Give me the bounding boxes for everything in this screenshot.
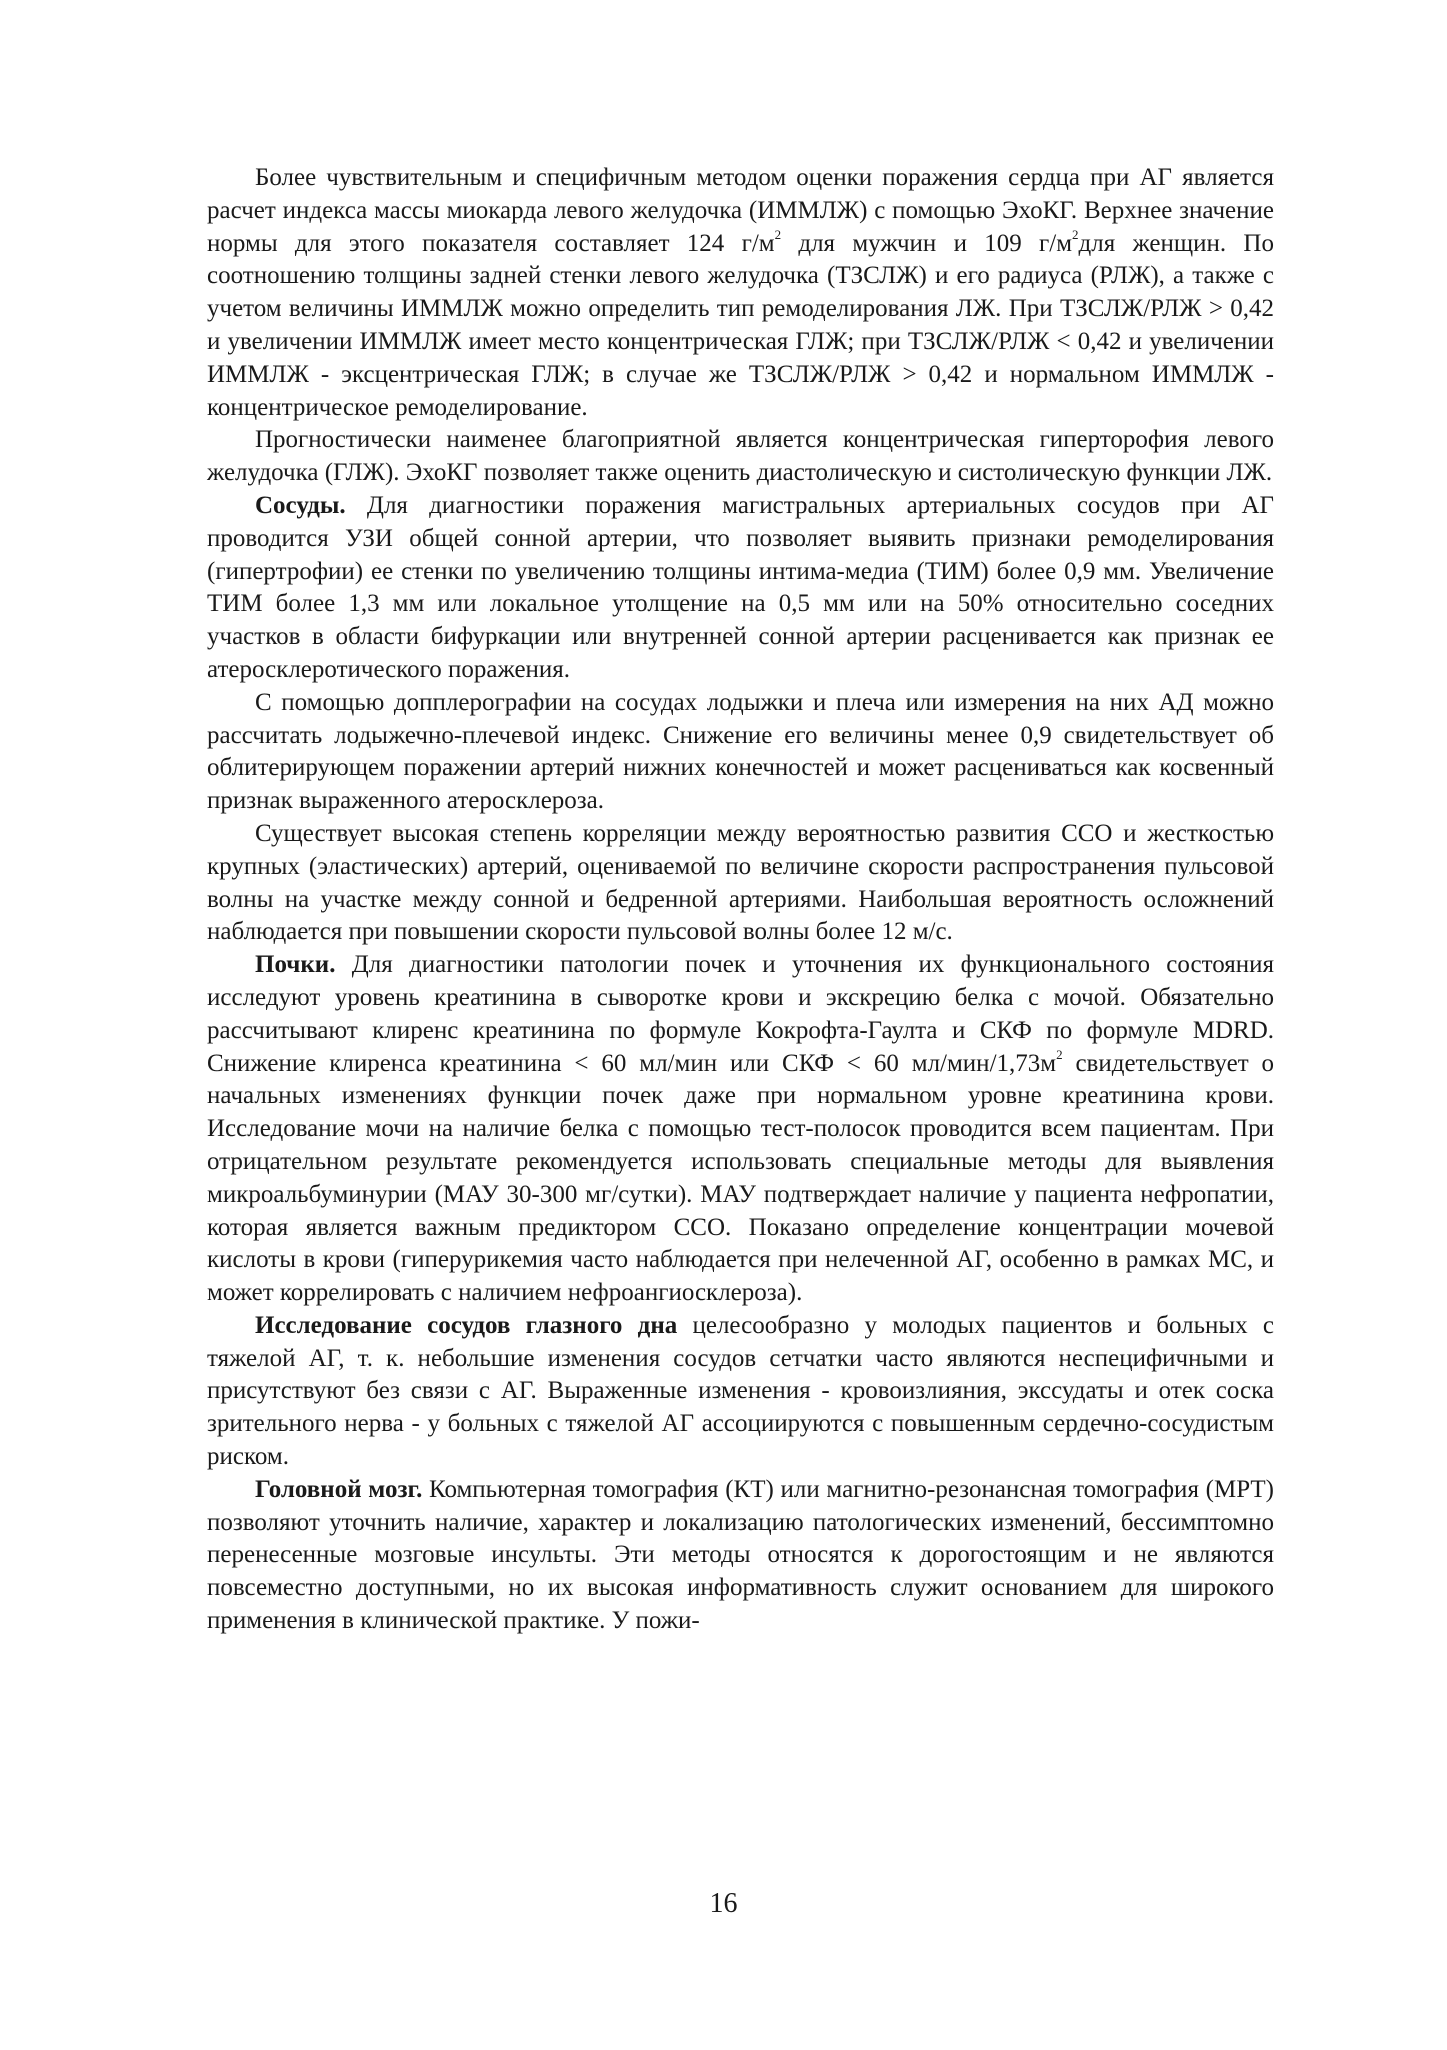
page-number: 16 xyxy=(709,1888,738,1919)
body-text xyxy=(207,162,1274,1638)
paragraph-text: Существует высокая степень корреляции между вероятностью развития ССО и жесткостью крупных (эластических) артерий, оцениваемой по величине скорости распространения пульсовой волны на участке между сонной и бедренной артериями. Наибольшая вероятность осложнений наблюдается при повышении скорости пульсовой волны более 12 м/с. xyxy=(207,819,1274,946)
paragraph xyxy=(207,162,1274,424)
paragraph xyxy=(207,1310,1274,1474)
paragraph xyxy=(207,949,1274,1310)
section-heading: Исследование сосудов глазного дна xyxy=(255,1311,678,1339)
paragraph-text: целесообразно у молодых пациентов и больных с тяжелой АГ, т. к. небольшие изменения сосудов сетчатки часто являются неспецифичными и присутствуют без связи с АГ. Выраженные изменения - кровоизлияния, экссудаты и отек соска зрительного нерва - у больных с тяжелой АГ ассоциируются с повышенным сердечно-сосудистым риском. xyxy=(207,1311,1275,1471)
paragraph xyxy=(207,424,1274,490)
paragraph-text: С помощью допплерографии на сосудах лодыжки и плеча или измерения на них АД можно рассчитать лодыжечно-плечевой индекс. Снижение его величины менее 0,9 свидетельствует об облитерирующем поражении артерий нижних конечностей и может расцениваться как косвенный признак выраженного атеросклероза. xyxy=(207,688,1274,815)
section-heading: Сосуды. xyxy=(255,491,346,519)
paragraph-text: Прогностически наименее благоприятной является концентрическая гиперторофия левого желудочка (ГЛЖ). ЭхоКГ позволяет также оценить диастолическую и систолическую функции ЛЖ. xyxy=(207,426,1274,487)
superscript: 2 xyxy=(1056,1047,1063,1063)
paragraph-text: Более чувствительным и специфичным методом оценки поражения сердца при АГ является расчет индекса массы миокарда левого желудочка (ИММЛЖ) с помощью ЭхоКГ. Верхнее значение нормы для этого показателя составляет 124 г/м xyxy=(207,164,1274,257)
paragraph-text: Для диагностики поражения магистральных артериальных сосудов при АГ проводится УЗИ общей сонной артерии, что позволяет выявить признаки ремоделирования (гипертрофии) ее стенки по увеличению толщины интима-медиа (ТИМ) более 0,9 мм. Увеличение ТИМ более 1,3 мм или локальное утолщение на 0,5 мм или на 50% относительно соседних участков в области бифуркации или внутренней сонной артерии расценивается как признак ее атеросклеротического поражения. xyxy=(207,491,1274,683)
paragraph-text: Компьютерная томография (КТ) или магнитно-резонансная томография (МРТ) позволяют уточнить наличие, характер и локализацию патологических изменений, бессимптомно перенесенные мозговые инсульты. Эти методы относятся к дорогостоящим и не являются повсеместно доступными, но их высокая информативность служит основанием для широкого применения в клинической практике. У пожи- xyxy=(207,1475,1274,1635)
section-heading: Головной мозг. xyxy=(255,1475,423,1503)
paragraph xyxy=(207,818,1274,949)
paragraph xyxy=(207,490,1274,687)
paragraph xyxy=(207,687,1274,818)
paragraph-text: для женщин. По соотношению толщины задней стенки левого желудочка (ТЗСЛЖ) и его радиуса (РЛЖ), а также с учетом величины ИММЛЖ можно определить тип ремоделирования ЛЖ. При ТЗСЛЖ/РЛЖ > 0,42 и увеличении ИММЛЖ имеет место концентрическая ГЛЖ; при ТЗСЛЖ/РЛЖ < 0,42 и увеличении ИММЛЖ - эксцентрическая ГЛЖ; в случае же ТЗСЛЖ/РЛЖ > 0,42 и нормальном ИММЛЖ - концентрическое ремоделирование. xyxy=(207,229,1274,421)
paragraph-text: свидетельствует о начальных изменениях функции почек даже при нормальном уровне креатинина крови. Исследование мочи на наличие белка с помощью тест-полосок проводится всем пациентам. При отрицательном результате рекомендуется использовать специальные методы для выявления микроальбуминурии (МАУ 30-300 мг/сутки). МАУ подтверждает наличие у пациента нефропатии, которая является важным предиктором ССО. Показано определение концентрации мочевой кислоты в крови (гиперурикемия часто наблюдается при нелеченной АГ, особенно в рамках МС, и может коррелировать с наличием нефроангиосклероза). xyxy=(207,1049,1274,1307)
paragraph-text: для мужчин и 109 г/м xyxy=(781,229,1073,257)
paragraph-text: Для диагностики патологии почек и уточнения их функционального состояния исследуют уровень креатинина в сыворотке крови и экскрецию белка с мочой. Обязательно рассчитывают клиренс креатинина по формуле Кокрофта-Гаулта и СКФ по формуле MDRD. Снижение клиренса креатинина < 60 мл/мин или СКФ < 60 мл/мин/1,73м xyxy=(207,951,1274,1077)
superscript: 2 xyxy=(774,227,782,243)
section-heading: Почки. xyxy=(255,951,336,979)
paragraph xyxy=(207,1474,1274,1638)
superscript: 2 xyxy=(1072,227,1079,243)
